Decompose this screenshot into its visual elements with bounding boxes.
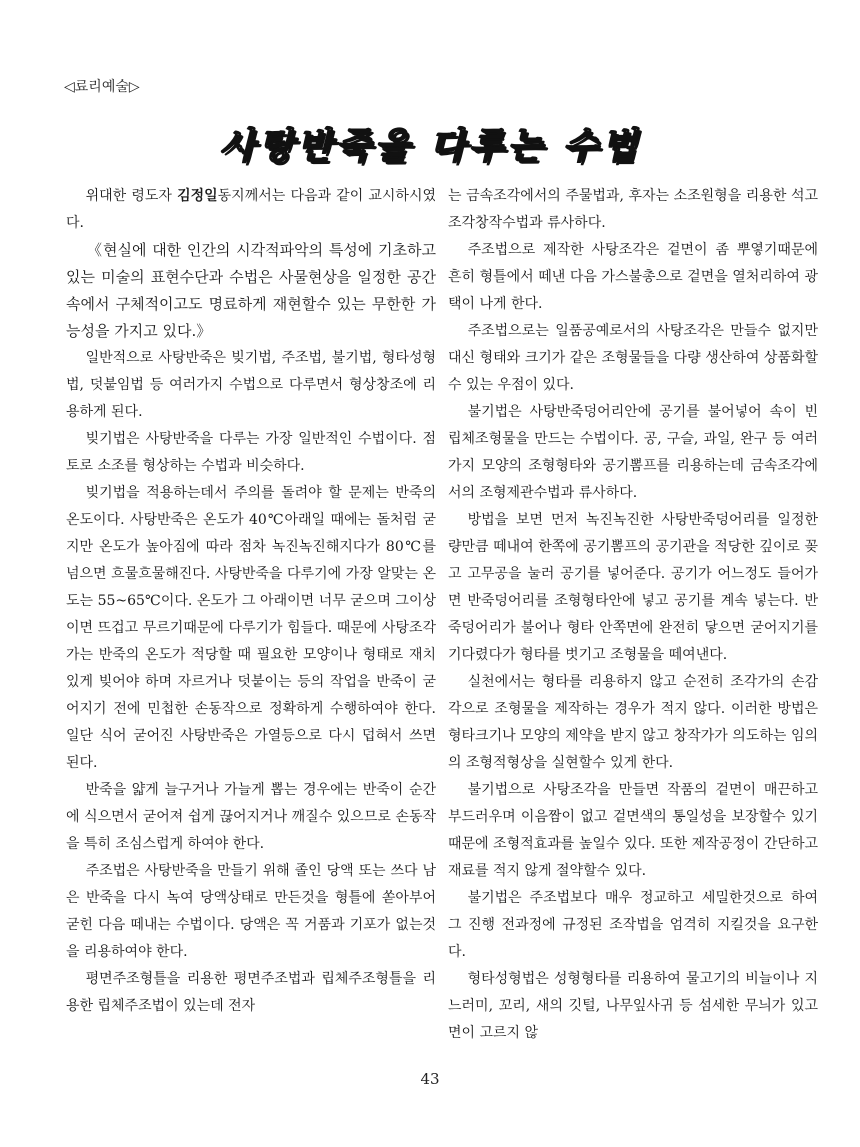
paragraph: 불기법은 주조법보다 매우 정교하고 세밀한것으로 하여 그 진행 전과정에 규정된 조작법을 엄격히 지킬것을 요구한다.: [448, 890, 818, 960]
paragraph: 주조법은 사탕반죽을 만들기 위해 졸인 당액 또는 쓰다 남은 반죽을 다시 녹여 당액상태로 만든것을 형틀에 쏟아부어 굳힌 다음 떼내는 수법이다. 당액은 꼭 거품과 기포가 없는것을 리용하여야 한다.: [66, 863, 436, 960]
intro-text-after: 동지께서는 다음과 같이 교시하시였다.: [66, 188, 437, 231]
paragraph: 반죽을 얇게 늘구거나 가늘게 뽑는 경우에는 반죽이 순간에 식으면서 굳어져 쉽게 끊어지거나 깨질수 있으므로 손동작을 특히 조심스럽게 하여야 한다.: [66, 782, 436, 852]
paragraph: 평면주조형틀을 리용한 평면주조법과 립체주조형틀을 리용한 립체주조법이 있는데 전자: [66, 971, 436, 1014]
paragraph: 방법을 보면 먼저 녹진녹진한 사탕반죽덩어리를 일정한 량만큼 떼내여 한쪽에 공기뽐프의 공기관을 적당한 깊이로 꽂고 고무공을 눌러 공기를 넣어준다. 공기가 어느정도 들어가면 반죽덩어리를 조형형타안에 넣고 공기를 계속 넣는다. 반죽덩어리가 불어나 형타 안쪽면에 완전히 닿으면 굳어지기를 기다렸다가 형타를 벗기고 조형물을 떼여낸다.: [448, 512, 818, 663]
quote-paragraph: 《현실에 대한 인간의 시각적파악의 특성에 기초하고있는 미술의 표현수단과 수법은 사물현상을 일정한 공간속에서 구체적이고도 명료하게 재현할수 있는 무한한 가능성을 가지고 있다.》: [66, 241, 436, 340]
intro-text-before: 위대한 령도자: [85, 188, 178, 204]
intro-paragraph: [66, 183, 436, 237]
leader-name: 김정일: [177, 188, 218, 204]
paragraph: 실천에서는 형타를 리용하지 않고 순전히 조각가의 손감각으로 조형물을 제작하는 경우가 적지 않다. 이러한 방법은 형타크기나 모양의 제약을 받지 않고 창작가가 의도하는 임의의 조형적형상을 실현할수 있게 한다.: [448, 674, 818, 771]
paragraph: 일반적으로 사탕반죽은 빚기법, 주조법, 불기법, 형타성형법, 덧붙임법 등 여러가지 수법으로 다루면서 형상창조에 리용하게 된다.: [66, 350, 436, 420]
paragraph: 빚기법을 적용하는데서 주의를 돌려야 할 문제는 반죽의 온도이다. 사탕반죽은 온도가 40℃아래일 때에는 돌처럼 굳지만 온도가 높아짐에 따라 점차 녹진녹진해지다가 80℃를 넘으면 흐물흐물해진다. 사탕반죽을 다루기에 가장 알맞는 온도는 55~65℃이다. 온도가 그 아래이면 너무 굳으며 그이상이면 뜨겁고 무르기때문에 다루기가 힘들다. 때문에 사탕조각가는 반죽의 온도가 적당할 때 필요한 모양이나 형태로 재치있게 빚어야 하며 자르거나 덧붙이는 등의 작업을 반죽이 굳어지기 전에 민첩한 손동작으로 정확하게 수행하여야 한다. 일단 식어 굳어진 사탕반죽은 가열등으로 다시 덥혀서 쓰면 된다.: [66, 485, 436, 771]
section-label: ◁료리예술▷: [64, 79, 140, 95]
paragraph: 형타성형법은 성형형타를 리용하여 물고기의 비늘이나 지느러미, 꼬리, 새의 깃털, 나무잎사귀 등 섬세한 무늬가 있고 면이 고르지 않: [448, 971, 818, 1041]
paragraph-continued: 는 금속조각에서의 주물법과, 후자는 소조원형을 리용한 석고조각창작수법과 류사하다.: [448, 188, 818, 231]
paragraph: 불기법은 사탕반죽덩어리안에 공기를 불어넣어 속이 빈 립체조형물을 만드는 수법이다. 공, 구슬, 과일, 완구 등 여러가지 모양의 조형형타와 공기뽐프를 리용하는데 금속조각에서의 조형제관수법과 류사하다.: [448, 404, 818, 501]
paragraph: 불기법으로 사탕조각을 만들면 작품의 겉면이 매끈하고 부드러우며 이음짬이 없고 겉면색의 통일성을 보장할수 있기때문에 조형적효과를 높일수 있다. 또한 제작공정이 간단하고 재료를 적지 않게 절약할수 있다.: [448, 782, 818, 879]
paragraph: 주조법으로는 일품공예로서의 사탕조각은 만들수 없지만 대신 형태와 크기가 같은 조형물들을 다량 생산하여 상품화할수 있는 우점이 있다.: [448, 323, 818, 393]
right-column: [448, 183, 818, 1047]
left-column: [66, 183, 436, 1020]
paragraph: 빚기법은 사탕반죽을 다루는 가장 일반적인 수법이다. 점토로 소조를 형상하는 수법과 비슷하다.: [66, 431, 436, 474]
page-number: 43: [420, 1070, 440, 1088]
article-title: 사탕반죽을 다루는 수법: [219, 126, 641, 167]
paragraph: 주조법으로 제작한 사탕조각은 겉면이 좀 뿌옇기때문에 흔히 형틀에서 떼낸 다음 가스불총으로 겉면을 열처리하여 광택이 나게 한다.: [448, 242, 818, 312]
